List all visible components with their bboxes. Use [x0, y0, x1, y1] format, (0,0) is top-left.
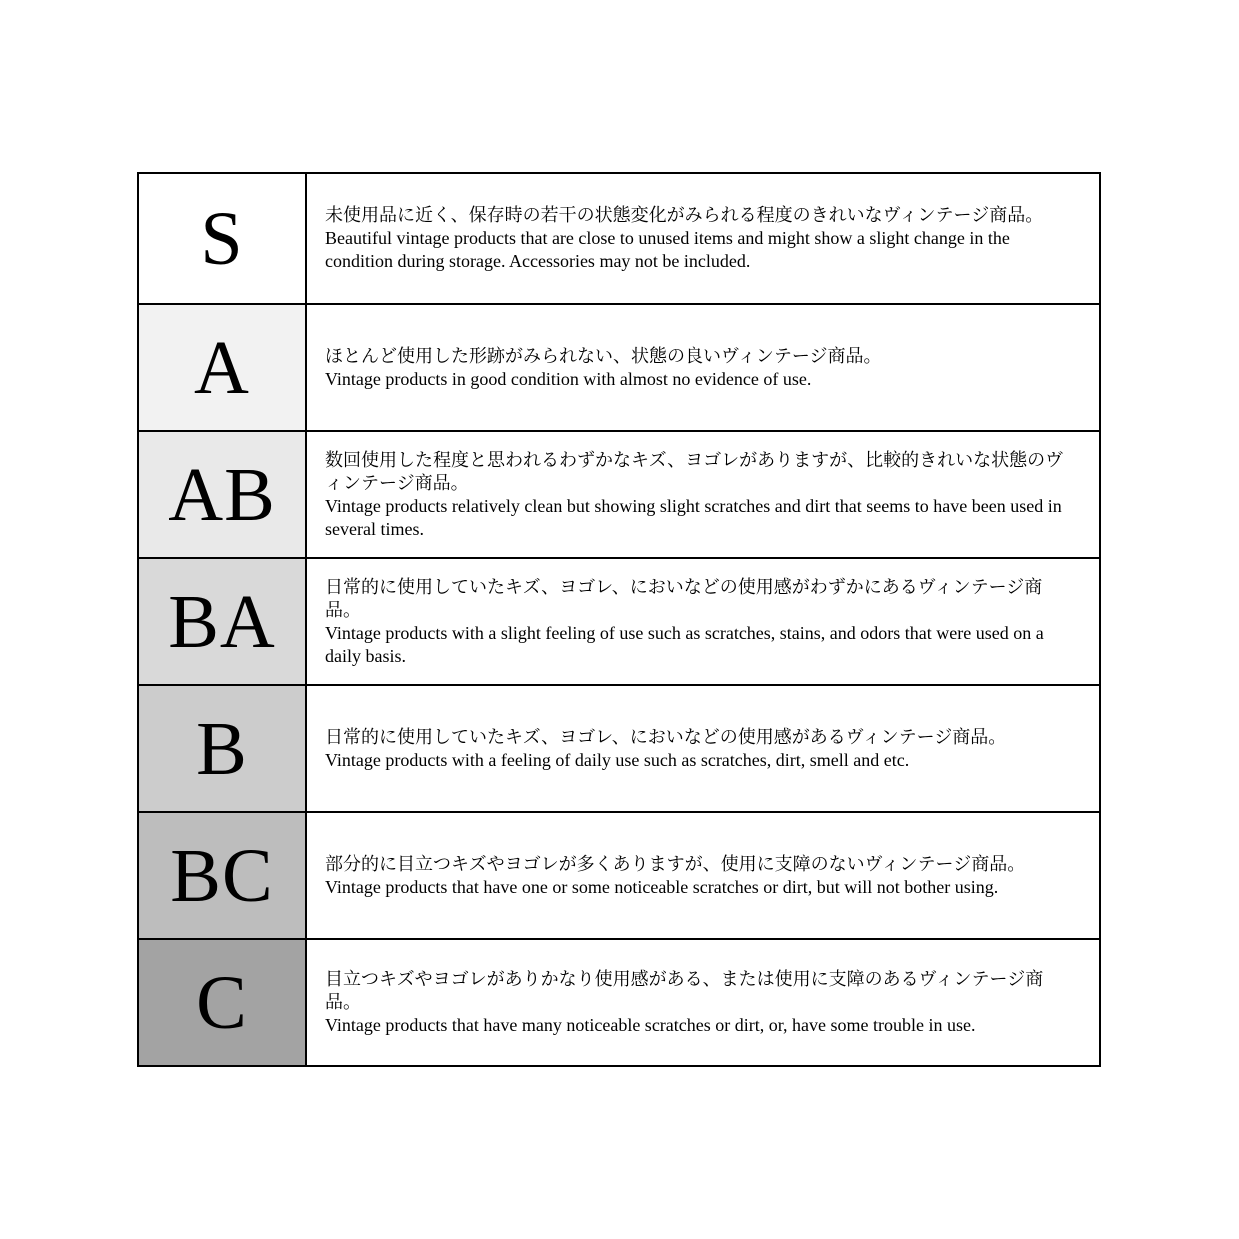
grade-cell: [139, 686, 307, 811]
grade-row-b: [139, 684, 1099, 811]
grade-letter: B: [196, 706, 248, 791]
description-cell: [307, 432, 1099, 557]
description-japanese: 数回使用した程度と思われるわずかなキズ、ヨゴレがありますが、比較的きれいな状態のヴィンテージ商品。: [325, 449, 1064, 493]
grade-row-ab: [139, 430, 1099, 557]
description-cell: [307, 305, 1099, 430]
grade-cell: [139, 305, 307, 430]
grade-letter: AB: [168, 452, 276, 537]
grade-row-a: [139, 303, 1099, 430]
grade-cell: [139, 940, 307, 1065]
description-japanese: 日常的に使用していたキズ、ヨゴレ、においなどの使用感があるヴィンテージ商品。: [325, 726, 1007, 747]
grade-letter: C: [196, 960, 248, 1045]
grade-cell: [139, 813, 307, 938]
description-japanese: ほとんど使用した形跡がみられない、状態の良いヴィンテージ商品。: [325, 345, 882, 366]
description-japanese: 目立つキズやヨゴレがありかなり使用感がある、または使用に支障のあるヴィンテージ商品。: [325, 969, 1044, 1012]
description-cell: [307, 174, 1099, 303]
description-english: Vintage products that have many noticeable scratches or dirt, or, have some trouble in use.: [325, 1015, 976, 1035]
grade-row-bc: [139, 811, 1099, 938]
grade-letter: BC: [170, 833, 274, 918]
description-english: Vintage products that have one or some noticeable scratches or dirt, but will not bother using.: [325, 876, 999, 897]
grade-cell: [139, 432, 307, 557]
grade-cell: [139, 559, 307, 684]
description-cell: [307, 940, 1099, 1065]
description-english: Vintage products relatively clean but showing slight scratches and dirt that seems to have been used in several times.: [325, 495, 1062, 539]
description-english: Beautiful vintage products that are close to unused items and might show a slight change in the condition during storage. Accessories may not be included.: [325, 228, 1010, 271]
grade-letter: S: [200, 196, 244, 281]
grade-letter: A: [194, 325, 250, 410]
grade-cell: [139, 174, 307, 303]
description-english: Vintage products in good condition with almost no evidence of use.: [325, 368, 812, 389]
condition-grade-table: [137, 172, 1101, 1067]
grade-row-s: [139, 174, 1099, 303]
description-english: Vintage products with a feeling of daily use such as scratches, dirt, smell and etc.: [325, 749, 910, 770]
description-cell: [307, 813, 1099, 938]
description-cell: [307, 686, 1099, 811]
description-english: Vintage products with a slight feeling of use such as scratches, stains, and odors that were used on a daily basis.: [325, 622, 1044, 666]
description-japanese: 部分的に目立つキズやヨゴレが多くありますが、使用に支障のないヴィンテージ商品。: [325, 853, 1026, 874]
description-cell: [307, 559, 1099, 684]
grade-letter: BA: [168, 579, 276, 664]
grade-row-ba: [139, 557, 1099, 684]
grade-row-c: [139, 938, 1099, 1065]
description-japanese: 日常的に使用していたキズ、ヨゴレ、においなどの使用感がわずかにあるヴィンテージ商品。: [325, 576, 1043, 620]
description-japanese: 未使用品に近く、保存時の若干の状態変化がみられる程度のきれいなヴィンテージ商品。: [325, 205, 1044, 225]
